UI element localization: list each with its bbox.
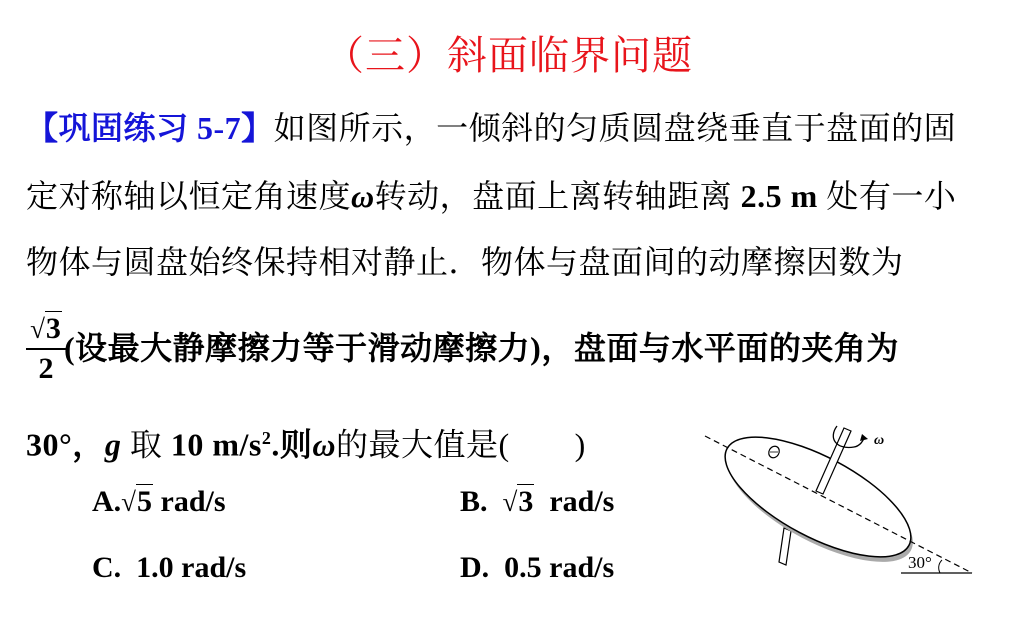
disk	[708, 413, 927, 580]
problem-line-4: (设最大静摩擦力等于滑动摩擦力)，盘面与水平面的夹角为	[64, 330, 899, 366]
problem-line-1: 【巩固练习 5-7】如图所示，一倾斜的匀质圆盘绕垂直于盘面的固	[26, 110, 957, 146]
omega-label: ω	[874, 433, 885, 448]
distance-value: 2.5 m	[740, 178, 818, 214]
section-title: （三）斜面临界问题	[324, 33, 693, 78]
option-c[interactable]: C. 1.0 rad/s	[92, 551, 247, 584]
friction-coefficient-fraction: √3 2	[26, 312, 66, 386]
inclined-disk-diagram	[690, 410, 990, 600]
exercise-tag: 【巩固练习 5-7】	[26, 110, 274, 146]
angle-label: 30°	[908, 553, 932, 572]
option-b[interactable]: B. √3 rad/s	[460, 485, 615, 518]
option-a[interactable]: A.√5 rad/s	[92, 485, 226, 518]
option-d[interactable]: D. 0.5 rad/s	[460, 551, 615, 584]
problem-line-3: 物体与圆盘始终保持相对静止．物体与盘面间的动摩擦因数为	[26, 244, 904, 280]
omega-symbol: ω	[351, 178, 375, 214]
problem-line-2: 定对称轴以恒定角速度ω转动，盘面上离转轴距离 2.5 m 处有一小	[26, 178, 957, 214]
problem-line-5: 30°，g 取 10 $m/s^2$.则ω的最大值是( )	[26, 426, 586, 463]
axle-lower	[779, 528, 791, 565]
